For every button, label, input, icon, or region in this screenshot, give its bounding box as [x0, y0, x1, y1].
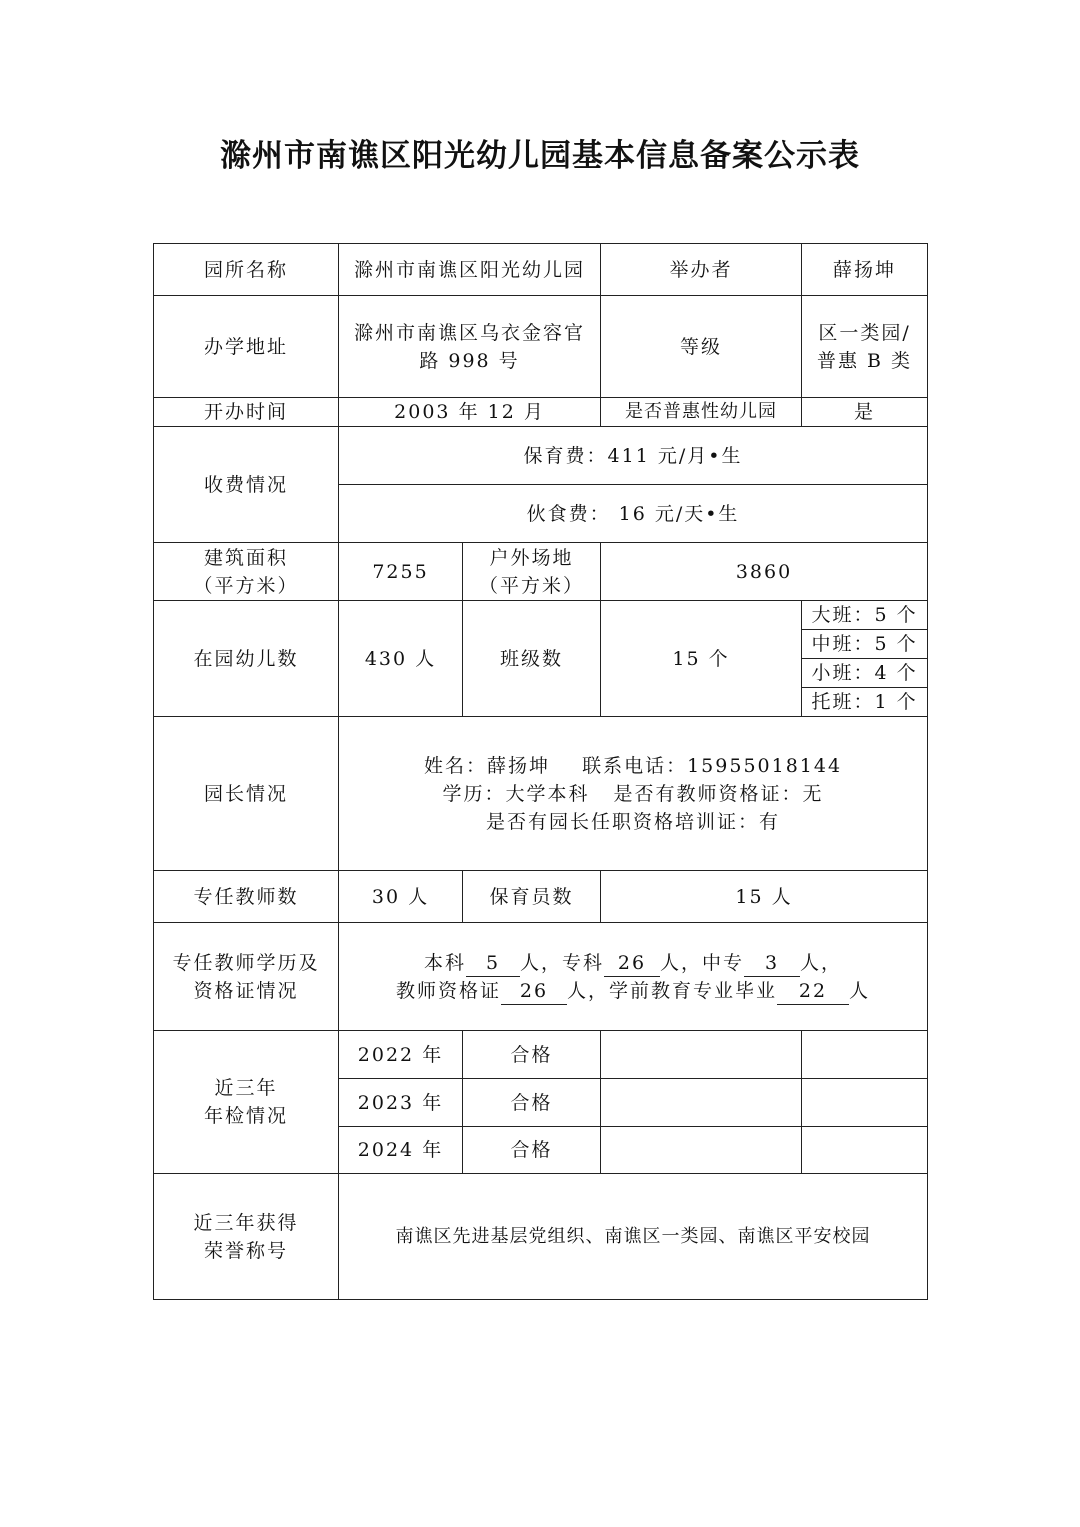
row-honors [154, 1174, 928, 1300]
label-teacher-edu [154, 923, 339, 1031]
edu-sep: 人 [849, 979, 871, 1002]
label-organizer: 举办者 [601, 244, 802, 296]
outdoor-area-label: 户外场地 [489, 546, 574, 569]
value-fee-care: 保育费：411 元/月•生 [339, 427, 928, 485]
edu-line2 [339, 977, 927, 1005]
value-founded: 2003 年 12 月 [339, 398, 601, 427]
value-organizer: 薛扬坤 [802, 244, 928, 296]
inspection-empty [601, 1127, 802, 1174]
label-honors [154, 1174, 339, 1300]
row-director [154, 717, 928, 871]
director-line3: 是否有园长任职资格培训证：有 [486, 810, 781, 833]
edu-sep: 人，中专 [660, 951, 745, 974]
class-breakdown-item: 大班：5 个 [802, 601, 928, 630]
honors-label-2: 荣誉称号 [203, 1239, 288, 1262]
class-breakdown-item: 托班：1 个 [802, 688, 928, 717]
value-address [339, 296, 601, 398]
info-table [153, 243, 928, 1300]
label-director: 园长情况 [154, 717, 339, 871]
building-area-unit: （平方米） [193, 574, 299, 597]
inspection-label-2: 年检情况 [203, 1105, 288, 1127]
edu-cert-label: 教师资格证 [395, 979, 501, 1002]
label-inspection [154, 1031, 339, 1174]
label-children: 在园幼儿数 [154, 601, 339, 717]
teacher-edu-label-2: 资格证情况 [193, 979, 299, 1002]
edu-bachelor-count: 5 [466, 950, 520, 977]
label-grade: 等级 [601, 296, 802, 398]
label-outdoor-area [463, 543, 601, 601]
inspection-empty [601, 1031, 802, 1079]
value-caregivers: 15 人 [601, 871, 928, 923]
value-children: 430 人 [339, 601, 463, 717]
inspection-result: 合格 [463, 1031, 601, 1079]
row-children-1 [154, 601, 928, 630]
building-area-label: 建筑面积 [203, 546, 288, 569]
value-name: 滁州市南谯区阳光幼儿园 [339, 244, 601, 296]
edu-line1 [339, 949, 927, 977]
value-outdoor-area: 3860 [601, 543, 928, 601]
row-staff [154, 871, 928, 923]
class-breakdown-item: 小班：4 个 [802, 659, 928, 688]
address-line1: 滁州市南谯区乌衣金容官 [354, 321, 586, 344]
label-caregivers: 保育员数 [463, 871, 601, 923]
label-fees: 收费情况 [154, 427, 339, 543]
inspection-year: 2024 年 [339, 1127, 463, 1174]
value-director [339, 717, 928, 871]
label-classes: 班级数 [463, 601, 601, 717]
outdoor-area-unit: （平方米） [479, 574, 585, 597]
edu-sep: 人，学前教育专业毕业 [567, 979, 778, 1002]
value-honors: 南谯区先进基层党组织、南谯区一类园、南谯区平安校园 [339, 1174, 928, 1300]
value-is-inclusive: 是 [802, 398, 928, 427]
value-teacher-edu [339, 923, 928, 1031]
edu-bachelor-label: 本科 [423, 951, 466, 974]
row-founded [154, 398, 928, 427]
row-name [154, 244, 928, 296]
page-title: 滁州市南谯区阳光幼儿园基本信息备案公示表 [220, 138, 860, 174]
edu-preschool-count: 22 [777, 978, 849, 1005]
edu-cert-count: 26 [501, 978, 567, 1005]
value-teachers: 30 人 [339, 871, 463, 923]
row-address [154, 296, 928, 398]
honors-label-1: 近三年获得 [193, 1211, 299, 1234]
inspection-empty [802, 1127, 928, 1174]
edu-sep: 人， [800, 951, 843, 974]
value-classes: 15 个 [601, 601, 802, 717]
edu-secondary-count: 3 [744, 950, 800, 977]
label-is-inclusive: 是否普惠性幼儿园 [601, 398, 802, 427]
inspection-empty [802, 1079, 928, 1127]
label-name: 园所名称 [154, 244, 339, 296]
class-breakdown-item: 中班：5 个 [802, 630, 928, 659]
edu-junior-college-count: 26 [604, 950, 660, 977]
grade-line2: 普惠 B 类 [816, 349, 913, 372]
value-building-area: 7255 [339, 543, 463, 601]
label-building-area [154, 543, 339, 601]
edu-sep: 人，专科 [519, 951, 604, 974]
label-address: 办学地址 [154, 296, 339, 398]
inspection-result: 合格 [463, 1127, 601, 1174]
director-line1: 姓名：薛扬坤 联系电话：15955018144 [423, 754, 843, 777]
inspection-empty [601, 1079, 802, 1127]
teacher-edu-label-1: 专任教师学历及 [172, 951, 320, 974]
grade-line1: 区一类园/ [818, 321, 911, 344]
address-line2: 路 998 号 [419, 349, 520, 372]
label-founded: 开办时间 [154, 398, 339, 427]
row-area [154, 543, 928, 601]
value-fee-meal: 伙食费： 16 元/天•生 [339, 485, 928, 543]
inspection-result: 合格 [463, 1079, 601, 1127]
row-teacher-edu [154, 923, 928, 1031]
inspection-label-1: 近三年 [214, 1077, 278, 1099]
inspection-empty [802, 1031, 928, 1079]
director-line2: 学历：大学本科 是否有教师资格证：无 [442, 782, 824, 805]
row-inspection-1 [154, 1031, 928, 1079]
value-grade [802, 296, 928, 398]
inspection-year: 2022 年 [339, 1031, 463, 1079]
label-teachers: 专任教师数 [154, 871, 339, 923]
row-fees-1 [154, 427, 928, 485]
inspection-year: 2023 年 [339, 1079, 463, 1127]
